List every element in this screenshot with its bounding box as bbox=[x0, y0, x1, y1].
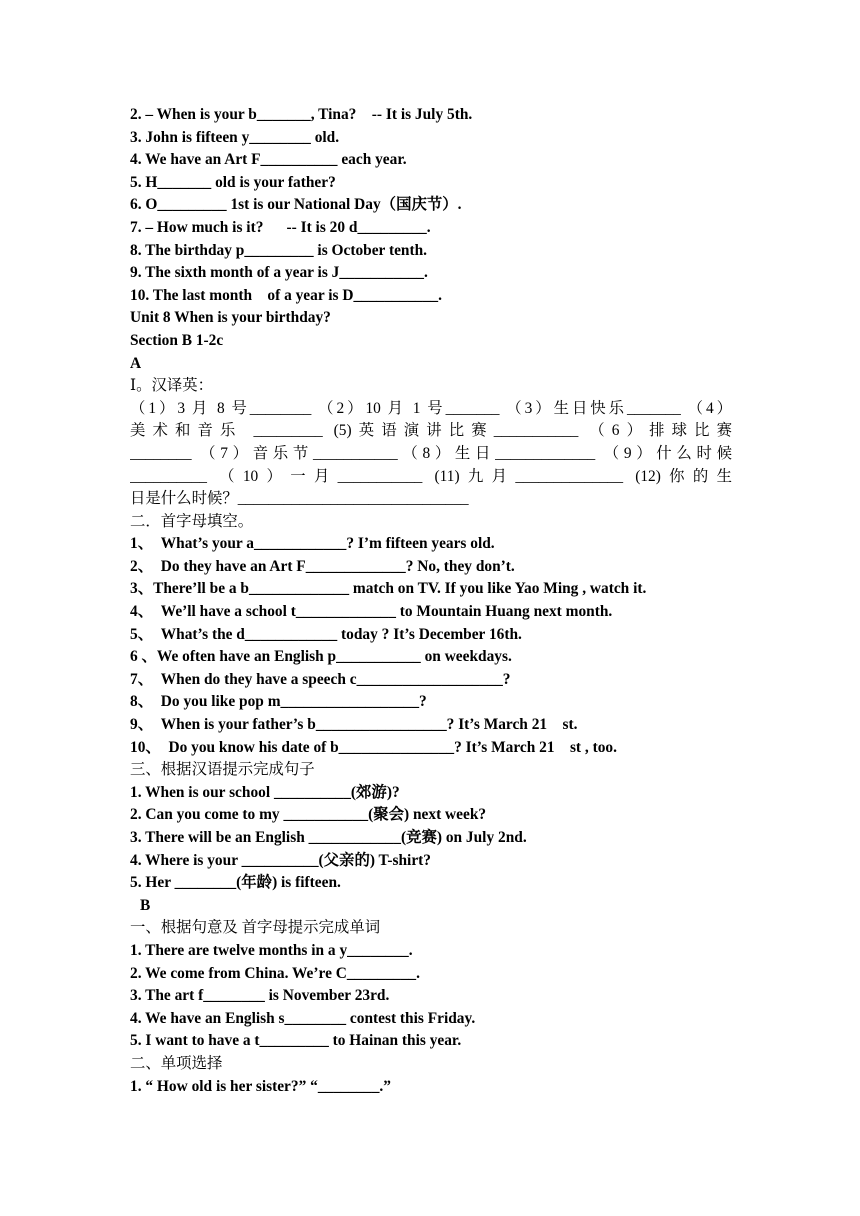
fill-in-item: 6 、We often have an English p___________ on weekdays. bbox=[130, 648, 512, 666]
fill-in-item: 3、There’ll be a b_____________ match on TV. If you like Yao Ming , watch it. bbox=[130, 580, 647, 598]
part-a-section-1-title: Ⅰ。汉译英： bbox=[130, 377, 214, 395]
translation-line: （1）3 月 8 号________ （2）10 月 1 号_______ （3）生日快乐_______ （4） bbox=[130, 399, 732, 417]
fill-in-item: 5、 What’s the d____________ today ? It’s December 16th. bbox=[130, 625, 522, 643]
worksheet bbox=[130, 104, 732, 1098]
fill-in-item: 10、 Do you know his date of b_______________? It’s March 21 st , too. bbox=[130, 738, 617, 756]
translation-line: 美术和音乐 _________ (5)英语演讲比赛___________ （6）排球比赛 bbox=[130, 422, 732, 440]
exercise-line: 4. We have an Art F__________ each year. bbox=[130, 151, 407, 169]
top-exercises bbox=[130, 104, 732, 307]
fill-in-item: 4、 We’ll have a school t_____________ to Mountain Huang next month. bbox=[130, 603, 613, 621]
part-a-section-3-title: 三、根据汉语提示完成句子 bbox=[130, 761, 315, 779]
translation-line: 日是什么时候？______________________________ bbox=[130, 490, 469, 508]
exercise-line: 10. The last month of a year is D___________. bbox=[130, 286, 442, 304]
complete-sentence-item: 4. Where is your __________(父亲的) T-shirt? bbox=[130, 851, 431, 869]
part-b-section-2-title: 二、单项选择 bbox=[130, 1054, 223, 1072]
fill-in-item: 7、 When do they have a speech c___________________? bbox=[130, 670, 511, 688]
section-title: Section B 1-2c bbox=[130, 331, 224, 349]
complete-sentence-item: 2. Can you come to my ___________(聚会) next week? bbox=[130, 806, 487, 824]
exercise-line: 8. The birthday p_________ is October tenth. bbox=[130, 241, 428, 259]
fill-in-item: 2. We come from China. We’re C_________. bbox=[130, 964, 420, 982]
multiple-choice-item: 1. “ How old is her sister?” “________.” bbox=[130, 1077, 391, 1095]
fill-in-item: 4. We have an English s________ contest this Friday. bbox=[130, 1009, 476, 1027]
fill-in-item: 9、 When is your father’s b_________________? It’s March 21 st. bbox=[130, 716, 578, 734]
part-a-section-2-title: 二．首字母填空。 bbox=[130, 512, 254, 530]
complete-sentence-item: 3. There will be an English ____________(竞赛) on July 2nd. bbox=[130, 829, 527, 846]
fill-in-item: 1. There are twelve months in a y________. bbox=[130, 941, 413, 959]
translation-line: ________ （7）音乐节___________（8）生日_____________ （9）什么时候 bbox=[130, 444, 732, 462]
exercise-line: 6. O_________ 1st is our National Day（国庆节）. bbox=[130, 196, 462, 214]
part-a-label: A bbox=[130, 354, 142, 372]
fill-in-item: 3. The art f________ is November 23rd. bbox=[130, 987, 390, 1005]
translation-line: __________ （10）一月___________ (11)九月______________ (12)你的生 bbox=[130, 467, 732, 485]
fill-in-item: 5. I want to have a t_________ to Hainan this year. bbox=[130, 1032, 462, 1050]
fill-in-item: 2、 Do they have an Art F_____________? No, they don’t. bbox=[130, 557, 515, 575]
part-b-label: B bbox=[140, 896, 151, 914]
exercise-line: 5. H_______ old is your father? bbox=[130, 173, 336, 191]
fill-in-item: 8、 Do you like pop m__________________? bbox=[130, 693, 427, 711]
exercise-line: 9. The sixth month of a year is J___________. bbox=[130, 264, 428, 282]
exercise-line: 2. – When is your b_______, Tina? -- It is July 5th. bbox=[130, 106, 473, 123]
exercise-line: 7. – How much is it? -- It is 20 d_________. bbox=[130, 218, 431, 236]
complete-sentence-item: 5. Her ________(年龄) is fifteen. bbox=[130, 874, 341, 892]
unit-title: Unit 8 When is your birthday? bbox=[130, 309, 331, 327]
complete-sentence-item: 1. When is our school __________(郊游)? bbox=[130, 783, 400, 801]
part-a bbox=[130, 375, 732, 895]
exercise-line: 3. John is fifteen y________ old. bbox=[130, 128, 340, 146]
part-b-section-1-title: 一、根据句意及 首字母提示完成单词 bbox=[130, 919, 381, 937]
fill-in-item: 1、 What’s your a____________? I’m fifteen years old. bbox=[130, 535, 495, 553]
part-b bbox=[130, 917, 732, 1098]
